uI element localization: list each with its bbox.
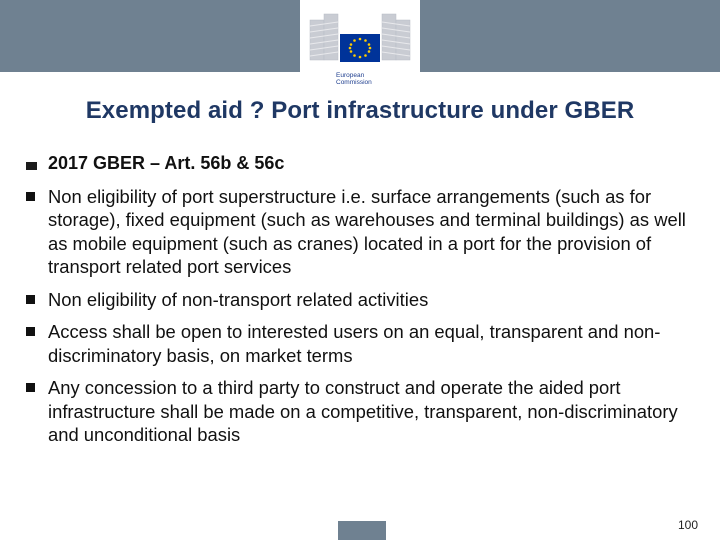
square-bullet-icon [26,295,35,304]
square-bullet-icon [26,383,35,392]
bullet-item [24,376,694,447]
bullet-item [24,288,694,312]
bullet-text: Non eligibility of non-transport related activities [48,288,429,310]
bullet-text: Access shall be open to interested users on an equal, transparent and non-discriminatory basis, on market terms [48,321,661,366]
logo-text [336,72,372,86]
bullet-item [24,185,694,279]
square-bullet-icon [26,162,37,170]
bullet-text: Any concession to a third party to construct and operate the aided port infrastructure shall be made on a competitive, transparent, non-discriminatory and unconditional basis [48,377,678,445]
square-bullet-icon [26,327,35,336]
slide-title: Exempted aid ? Port infrastructure under GBER [85,97,635,124]
heading-item [24,152,694,176]
bullet-list [24,152,694,447]
footer-tab [338,521,386,540]
heading-text: 2017 GBER – Art. 56b & 56c [48,153,285,173]
bullet-item [24,320,694,367]
ec-logo [300,0,420,95]
logo-line-1: European [336,72,365,79]
logo-line-2: Commission [336,79,372,86]
bullet-text: Non eligibility of port superstructure i.e. surface arrangements (such as for storage), fixed equipment (such as warehouses and terminal buildings) as well as mobile equipment (such as cranes) located in a port for the provision of transport related port services [48,185,686,277]
page-number: 100 [677,518,698,532]
square-bullet-icon [26,192,35,201]
commission-building-icon [308,8,412,64]
